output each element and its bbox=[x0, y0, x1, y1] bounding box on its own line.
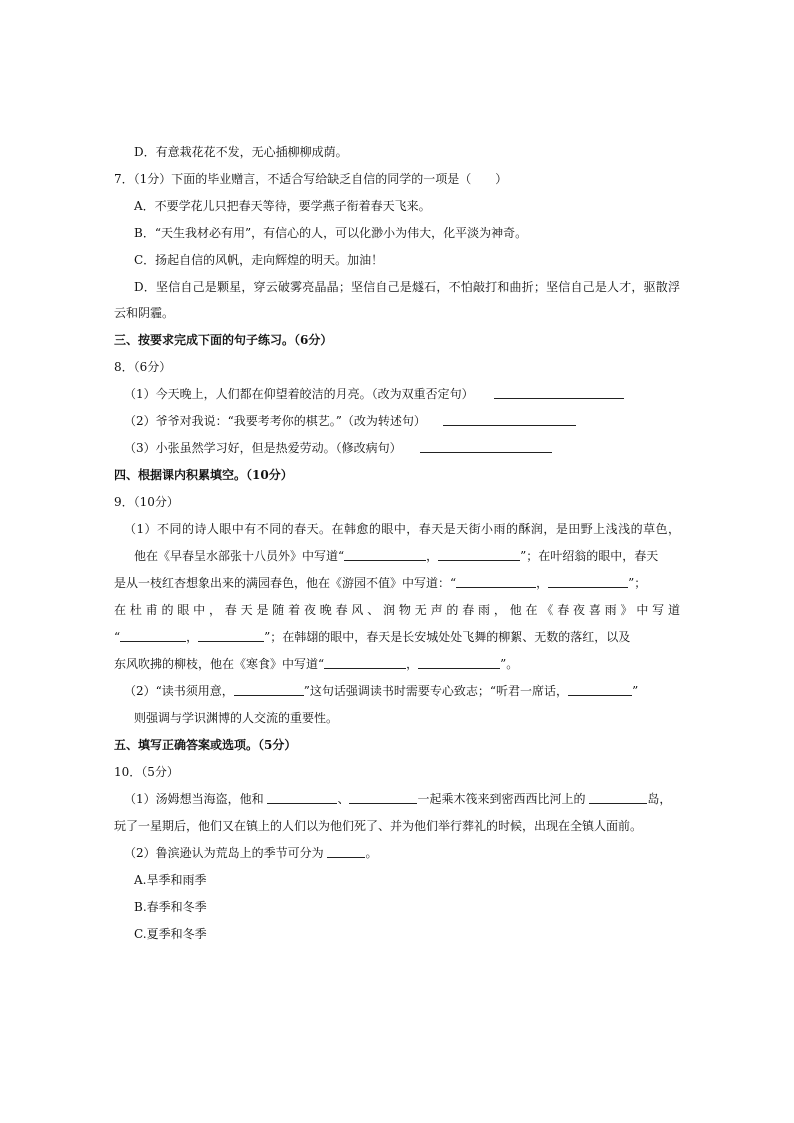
q9-blank-5[interactable] bbox=[120, 629, 186, 642]
q9-blank-6[interactable] bbox=[198, 629, 264, 642]
q7-option-a: A．不要学花儿只把春天等待，要学燕子衔着春天飞来。 bbox=[134, 199, 431, 213]
q9-text-end: ”。 bbox=[500, 657, 519, 671]
q9-text-zaochun: 他在《早春呈水部张十八员外》中写道“ bbox=[134, 549, 345, 563]
q9-open-quote: “ bbox=[114, 630, 121, 644]
q10-option-c: C.夏季和冬季 bbox=[134, 927, 207, 941]
q8-sentence-2-text: （2）爷爷对我说：“我要考考你的棋艺。”（改为转述句） bbox=[124, 414, 426, 428]
q9-part2-line2: 则强调与学识渊博的人交流的重要性。 bbox=[134, 711, 339, 725]
q9-part1-line1: （1）不同的诗人眼中有不同的春天。在韩愈的眼中，春天是天街小雨的酥润，是田野上浅浅的草色， bbox=[124, 522, 680, 536]
q9-blank-8[interactable] bbox=[418, 656, 500, 669]
section-4-heading: 四、根据课内积累填空。（10分） bbox=[114, 468, 293, 482]
q9-blank-9[interactable] bbox=[234, 683, 304, 696]
q9-text-hanhong: ”；在韩翃的眼中，春天是长安城处处飞舞的柳絮、无数的落红，以及 bbox=[264, 630, 631, 644]
q10-blank-1[interactable] bbox=[267, 791, 337, 804]
q7-option-b: B．“天生我材必有用”，有信心的人，可以化渺小为伟大，化平淡为神奇。 bbox=[134, 226, 528, 240]
q8-sentence-3-text: （3）小张虽然学习好，但是热爱劳动。（修改病句） bbox=[124, 441, 402, 455]
q10-part1-line2: 玩了一星期后，他们又在镇上的人们以为他们死了、并为他们举行葬礼的时候，出现在全镇人面前。 bbox=[114, 819, 643, 833]
q9-text-youyuan: 是从一枝红杏想象出来的满园春色，他在《游园不值》中写道：“ bbox=[114, 576, 457, 590]
q9-blank-3[interactable] bbox=[456, 575, 536, 588]
q7-option-d-line1: D．坚信自己是颗星，穿云破雾亮晶晶；坚信自己是燧石，不怕敲打和曲折；坚信自己是人才，驱散浮 bbox=[134, 280, 680, 294]
q10-option-b: B.春季和冬季 bbox=[134, 900, 207, 914]
q10-part1-line1 bbox=[124, 791, 671, 807]
q9-text-yeshaoweng: ”；在叶绍翁的眼中，春天 bbox=[520, 549, 659, 563]
q10-text-period: 。 bbox=[365, 846, 378, 860]
q6-option-d: D．有意栽花花不发，无心插柳柳成荫。 bbox=[134, 145, 348, 159]
q10-part2 bbox=[124, 845, 377, 861]
q10-text-mufa: 一起乘木筏来到密西西比河上的 bbox=[417, 792, 586, 806]
q7-option-d-line2: 云和阴霾。 bbox=[114, 306, 175, 320]
q9-blank-2[interactable] bbox=[438, 548, 520, 561]
q9-blank-4[interactable] bbox=[548, 575, 628, 588]
q9-text-quote-end: ” bbox=[632, 684, 639, 698]
q9-text-close-quote: ”； bbox=[628, 576, 647, 590]
q9-blank-10[interactable] bbox=[568, 683, 632, 696]
q8-sentence-2 bbox=[124, 413, 426, 429]
q9-part1-line5 bbox=[114, 629, 630, 645]
q10-blank-4[interactable] bbox=[327, 845, 365, 858]
q9-stem: 9．（10分） bbox=[114, 495, 179, 509]
q8-sentence-1 bbox=[124, 386, 474, 402]
q9-part1-line3 bbox=[114, 575, 646, 591]
q10-option-a: A.旱季和雨季 bbox=[134, 873, 207, 887]
q8-sentence-1-text: （1）今天晚上，人们都在仰望着皎洁的月亮。（改为双重否定句） bbox=[124, 387, 474, 401]
q9-part2-line1 bbox=[124, 683, 638, 699]
q10-text-lubinxun: （2）鲁滨逊认为荒岛上的季节可分为 bbox=[124, 846, 324, 860]
q10-blank-2[interactable] bbox=[349, 791, 417, 804]
q8-stem: 8．（6分） bbox=[114, 360, 172, 374]
q10-text-dun: 、 bbox=[337, 792, 350, 806]
q9-comma: ， bbox=[426, 549, 439, 563]
q10-text-dao: 岛， bbox=[647, 792, 672, 806]
q8-answer-blank-1[interactable] bbox=[494, 386, 624, 399]
section-3-heading: 三、按要求完成下面的句子练习。（6分） bbox=[114, 333, 333, 347]
q9-text-dushu: （2）“读书须用意， bbox=[124, 684, 234, 698]
q9-blank-1[interactable] bbox=[344, 548, 426, 561]
q8-answer-blank-2[interactable] bbox=[443, 413, 576, 426]
q10-text-tangmu: （1）汤姆想当海盗，他和 bbox=[124, 792, 264, 806]
q9-text-tingjun: ”这句话强调读书时需要专心致志；“听君一席话， bbox=[303, 684, 569, 698]
q10-blank-3[interactable] bbox=[589, 791, 647, 804]
q7-stem: 7．（1分）下面的毕业赠言，不适合写给缺乏自信的同学的一项是（ ） bbox=[114, 172, 508, 186]
q9-part1-line2 bbox=[134, 548, 658, 564]
q9-comma: ， bbox=[536, 576, 549, 590]
q9-blank-7[interactable] bbox=[324, 656, 406, 669]
q9-comma: ， bbox=[406, 657, 419, 671]
q8-answer-blank-3[interactable] bbox=[420, 440, 552, 453]
q9-part1-line6 bbox=[114, 656, 518, 672]
q7-option-c: C．扬起自信的风帆，走向辉煌的明天。加油！ bbox=[134, 253, 384, 267]
q9-text-hanshi: 东风吹拂的柳枝，他在《寒食》中写道“ bbox=[114, 657, 325, 671]
section-5-heading: 五、填写正确答案或选项。（5分） bbox=[114, 738, 297, 752]
q9-part1-line4: 在杜甫的眼中，春天是随着夜晚春风、润物无声的春雨，他在《春夜喜雨》中写道 bbox=[114, 603, 680, 617]
q9-comma: ， bbox=[186, 630, 199, 644]
q8-sentence-3 bbox=[124, 440, 402, 456]
q10-stem: 10．（5分） bbox=[114, 765, 179, 779]
